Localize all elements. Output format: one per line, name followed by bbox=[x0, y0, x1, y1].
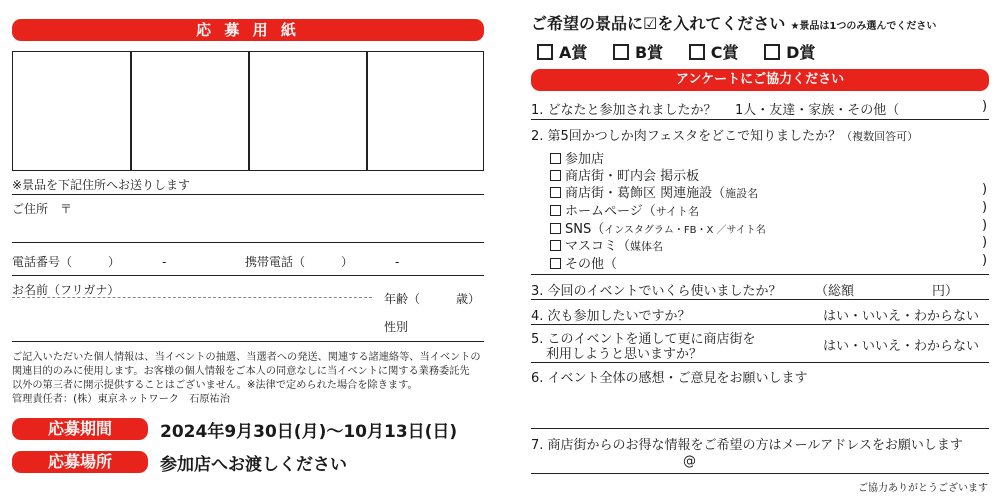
gender-label[interactable]: 性別 bbox=[384, 320, 409, 334]
period-badge: 応募期間 bbox=[12, 418, 148, 440]
stamp-box-3[interactable] bbox=[249, 51, 366, 171]
q2-option-6-close: ) bbox=[982, 235, 988, 250]
question-2: 2. 第5回かつしか肉フェスタをどこで知りましたか？ bbox=[531, 129, 842, 144]
q2-option-4-close: ) bbox=[982, 200, 988, 215]
checkbox-icon bbox=[689, 44, 705, 60]
question-5-line-1: 5. このイベントを通して更に商店街を bbox=[531, 332, 756, 347]
thanks-note: ご協力ありがとうございます bbox=[858, 483, 988, 494]
q2-option-3-label: 商店街・葛飾区 関連施設（ bbox=[565, 186, 726, 201]
stamp-box-1[interactable] bbox=[12, 51, 130, 171]
prize-options bbox=[537, 40, 815, 63]
q2-option-3-note: 施設名 bbox=[725, 187, 759, 200]
checkbox-icon bbox=[550, 205, 561, 216]
q2-option-3[interactable] bbox=[550, 182, 758, 201]
mobile-label[interactable]: 携帯電話（ ） - bbox=[245, 255, 400, 269]
prize-note: ★景品は1つのみ選んでください bbox=[790, 21, 937, 32]
q2-option-7[interactable] bbox=[550, 253, 617, 272]
name-label: お名前（フリガナ） bbox=[12, 283, 120, 297]
question-6: 6. イベント全体の感想・ご意見をお願いします bbox=[531, 371, 808, 386]
q1-options[interactable]: 1人・友達・家族・その他（ bbox=[735, 103, 900, 118]
q2-option-4-note: サイト名 bbox=[655, 205, 699, 218]
q2-option-1-label: 参加店 bbox=[565, 152, 605, 167]
divider bbox=[12, 275, 484, 276]
place-value: 参加店へお渡しください bbox=[160, 455, 347, 475]
question-1: 1. どなたと参加されましたか？ bbox=[531, 103, 717, 118]
q1-close-paren: ) bbox=[982, 99, 988, 114]
question-4: 4. 次も参加したいですか？ bbox=[531, 309, 691, 324]
divider bbox=[531, 299, 989, 300]
divider bbox=[531, 119, 989, 120]
q2-option-4-label: ホームページ（ bbox=[565, 204, 656, 219]
stamp-box-4[interactable] bbox=[367, 51, 484, 171]
divider bbox=[531, 362, 989, 363]
divider bbox=[531, 473, 989, 474]
checkbox-icon bbox=[764, 44, 780, 60]
divider bbox=[12, 242, 484, 243]
q4-answer-options[interactable]: はい・いいえ・わからない bbox=[823, 309, 980, 324]
q2-option-4[interactable] bbox=[550, 200, 699, 219]
prize-d-label: D賞 bbox=[786, 43, 816, 62]
phone-label[interactable]: 電話番号（ ） - bbox=[12, 255, 167, 269]
age-label[interactable]: 年齢（ 歳） bbox=[384, 292, 481, 306]
question-7: 7. 商店街からのお得な情報をご希望の方はメールアドレスをお願いします bbox=[531, 438, 963, 453]
prize-title: ご希望の景品に☑を入れてください bbox=[531, 14, 786, 33]
checkbox-icon bbox=[550, 240, 561, 251]
checkbox-icon bbox=[550, 258, 561, 269]
privacy-line-2: 関連目的のみに使用します。お客様の個人情報をご本人の同意なしに当イベントに関する業務委託先 bbox=[12, 366, 470, 377]
q2-option-5-label: SNS（ bbox=[565, 222, 605, 237]
prize-a-label: A賞 bbox=[559, 43, 588, 62]
divider bbox=[12, 341, 484, 342]
place-badge: 応募場所 bbox=[12, 451, 148, 473]
q2-option-6-note: 媒体名 bbox=[630, 240, 664, 253]
privacy-line-4: 管理責任者：(株）東京ネットワーク 石原祐治 bbox=[12, 394, 230, 405]
question-3: 3. 今回のイベントでいくら使いましたか？ bbox=[531, 284, 782, 299]
q2-option-5-close: ) bbox=[982, 218, 988, 233]
at-mark: @ bbox=[683, 454, 696, 469]
divider bbox=[531, 274, 989, 275]
address-field[interactable] bbox=[80, 198, 484, 238]
question-5-line-2: 利用しようと思いますか？ bbox=[546, 347, 703, 362]
divider bbox=[531, 428, 989, 429]
q6-answer-field[interactable] bbox=[531, 386, 989, 426]
divider bbox=[12, 194, 484, 195]
name-field[interactable] bbox=[12, 298, 372, 338]
q2-option-7-label: その他（ bbox=[565, 257, 618, 272]
checkbox-icon bbox=[550, 153, 561, 164]
prize-b-label: B賞 bbox=[634, 43, 664, 62]
form-header: 応 募 用 紙 bbox=[12, 19, 484, 41]
q2-option-3-close: ) bbox=[982, 182, 988, 197]
checkbox-icon bbox=[537, 44, 553, 60]
question-2-row bbox=[531, 125, 918, 144]
q5-answer-options[interactable]: はい・いいえ・わからない bbox=[823, 339, 980, 354]
prize-d-checkbox[interactable] bbox=[764, 43, 815, 62]
privacy-line-3: 以外の第三者に開示提供することはございません。※法律で定められた場合を除きます。 bbox=[12, 380, 418, 391]
prize-title-row bbox=[531, 11, 936, 34]
checkbox-icon bbox=[550, 223, 561, 234]
q2-note: （複数回答可） bbox=[841, 130, 919, 143]
send-note: ※景品を下記住所へお送りします bbox=[12, 178, 191, 192]
checkbox-icon bbox=[550, 170, 561, 181]
q2-option-7-close: ) bbox=[982, 253, 988, 268]
checkbox-icon bbox=[550, 187, 561, 198]
divider bbox=[531, 324, 989, 325]
address-label: ご住所 〒 bbox=[12, 202, 73, 216]
prize-b-checkbox[interactable] bbox=[613, 43, 663, 62]
prize-c-checkbox[interactable] bbox=[689, 43, 739, 62]
q2-option-5-note: インスタグラム・FB・X ／サイト名 bbox=[604, 225, 766, 236]
q2-option-6[interactable] bbox=[550, 235, 663, 254]
q3-answer-field[interactable]: （総額 円） bbox=[815, 284, 959, 299]
q2-option-6-label: マスコミ（ bbox=[565, 239, 631, 254]
prize-c-label: C賞 bbox=[710, 43, 739, 62]
stamp-box-2[interactable] bbox=[131, 51, 248, 171]
checkbox-icon bbox=[613, 44, 629, 60]
q2-option-2-label: 商店街・町内会 掲示板 bbox=[565, 169, 700, 184]
email-field[interactable] bbox=[531, 452, 989, 472]
survey-header: アンケートにご協力ください bbox=[531, 69, 989, 91]
period-value: 2024年9月30日(月)～10月13日(日) bbox=[160, 422, 458, 442]
privacy-line-1: ご記入いただいた個人情報は、当イベントの抽選、当選者への発送、関連する諸連絡等、当イベントの bbox=[12, 352, 481, 363]
prize-a-checkbox[interactable] bbox=[537, 43, 587, 62]
